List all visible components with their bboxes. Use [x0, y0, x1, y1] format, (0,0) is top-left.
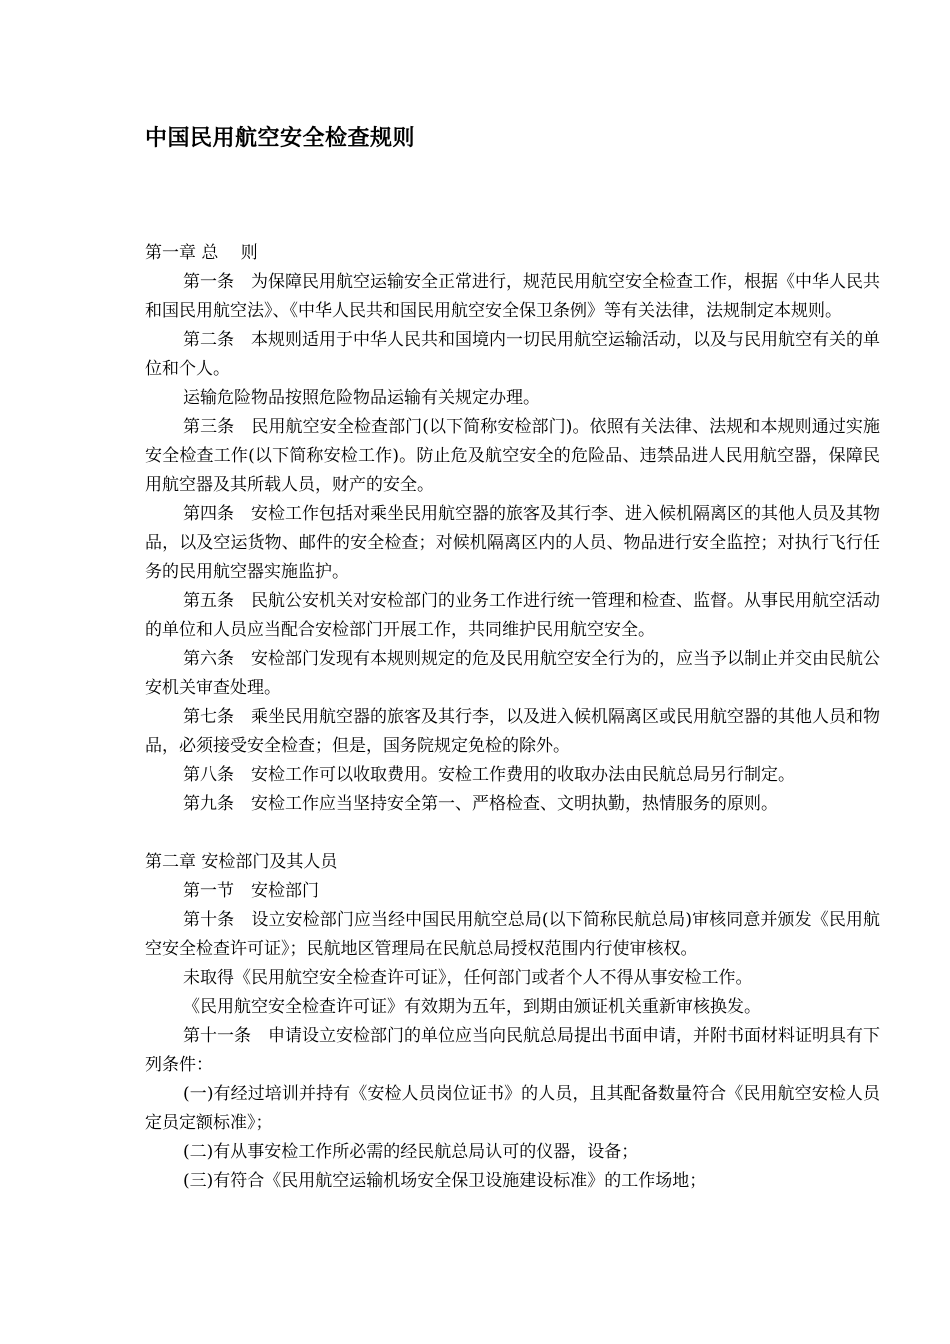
article-7: 第七条 乘坐民用航空器的旅客及其行李，以及进入候机隔离区或民用航空器的其他人员和物品，必须接受安全检查；但是，国务院规定免检的除外。 — [145, 707, 880, 756]
article-10: 第十条 设立安检部门应当经中国民用航空总局(以下简称民航总局)审核同意并颁发《民用航空安全检查许可证》；民航地区管理局在民航总局授权范围内行使审核权。 — [145, 910, 880, 959]
article-11: 第十一条 申请设立安检部门的单位应当向民航总局提出书面申请，并附书面材料证明具有下列条件： — [145, 1026, 880, 1075]
page-title: 中国民用航空安全检查规则 — [145, 126, 416, 151]
article-2-note: 运输危险物品按照危险物品运输有关规定办理。 — [183, 388, 540, 408]
article-10-note-1: 未取得《民用航空安全检查许可证》，任何部门或者个人不得从事安检工作。 — [183, 968, 753, 988]
article-9: 第九条 安检工作应当坚持安全第一、严格检查、文明执勤，热情服务的原则。 — [183, 794, 778, 814]
chapter-1-heading: 第一章 总 则 — [145, 243, 258, 263]
article-11-item-3: (三)有符合《民用航空运输机场安全保卫设施建设标准》的工作场地； — [183, 1171, 707, 1191]
article-3: 第三条 民用航空安全检查部门(以下简称安检部门)。依照有关法律、法规和本规则通过实施安全检查工作(以下简称安检工作)。防止危及航空安全的危险品、违禁品进人民用航空器，保障民用航空器及其所载人员，财产的安全。 — [145, 417, 880, 495]
article-8: 第八条 安检工作可以收取费用。安检工作费用的收取办法由民航总局另行制定。 — [183, 765, 795, 785]
article-2: 第二条 本规则适用于中华人民共和国境内一切民用航空运输活动，以及与民用航空有关的单位和个人。 — [145, 330, 880, 379]
chapter-spacer — [145, 819, 880, 848]
section-1-heading: 第一节 安检部门 — [183, 881, 319, 901]
article-10-note-2: 《民用航空安全检查许可证》有效期为五年，到期由颁证机关重新审核换发。 — [183, 997, 761, 1017]
article-4: 第四条 安检工作包括对乘坐民用航空器的旅客及其行李、进入候机隔离区的其他人员及其物品，以及空运货物、邮件的安全检查；对候机隔离区内的人员、物品进行安全监控；对执行飞行任务的民用航空器实施监护。 — [145, 504, 880, 582]
article-11-item-1: (一)有经过培训并持有《安检人员岗位证书》的人员，且其配备数量符合《民用航空安检人员定员定额标准》； — [145, 1084, 880, 1133]
article-11-item-2: (二)有从事安检工作所必需的经民航总局认可的仪器，设备； — [183, 1142, 639, 1162]
article-1: 第一条 为保障民用航空运输安全正常进行，规范民用航空安全检查工作，根据《中华人民共和国民用航空法》、《中华人民共和国民用航空安全保卫条例》等有关法律，法规制定本规则。 — [145, 272, 880, 321]
article-6: 第六条 安检部门发现有本规则规定的危及民用航空安全行为的，应当予以制止并交由民航公安机关审查处理。 — [145, 649, 880, 698]
article-5: 第五条 民航公安机关对安检部门的业务工作进行统一管理和检查、监督。从事民用航空活动的单位和人员应当配合安检部门开展工作，共同维护民用航空安全。 — [145, 591, 880, 640]
chapter-2-heading: 第二章 安检部门及其人员 — [145, 852, 338, 872]
document-body — [145, 239, 880, 1196]
